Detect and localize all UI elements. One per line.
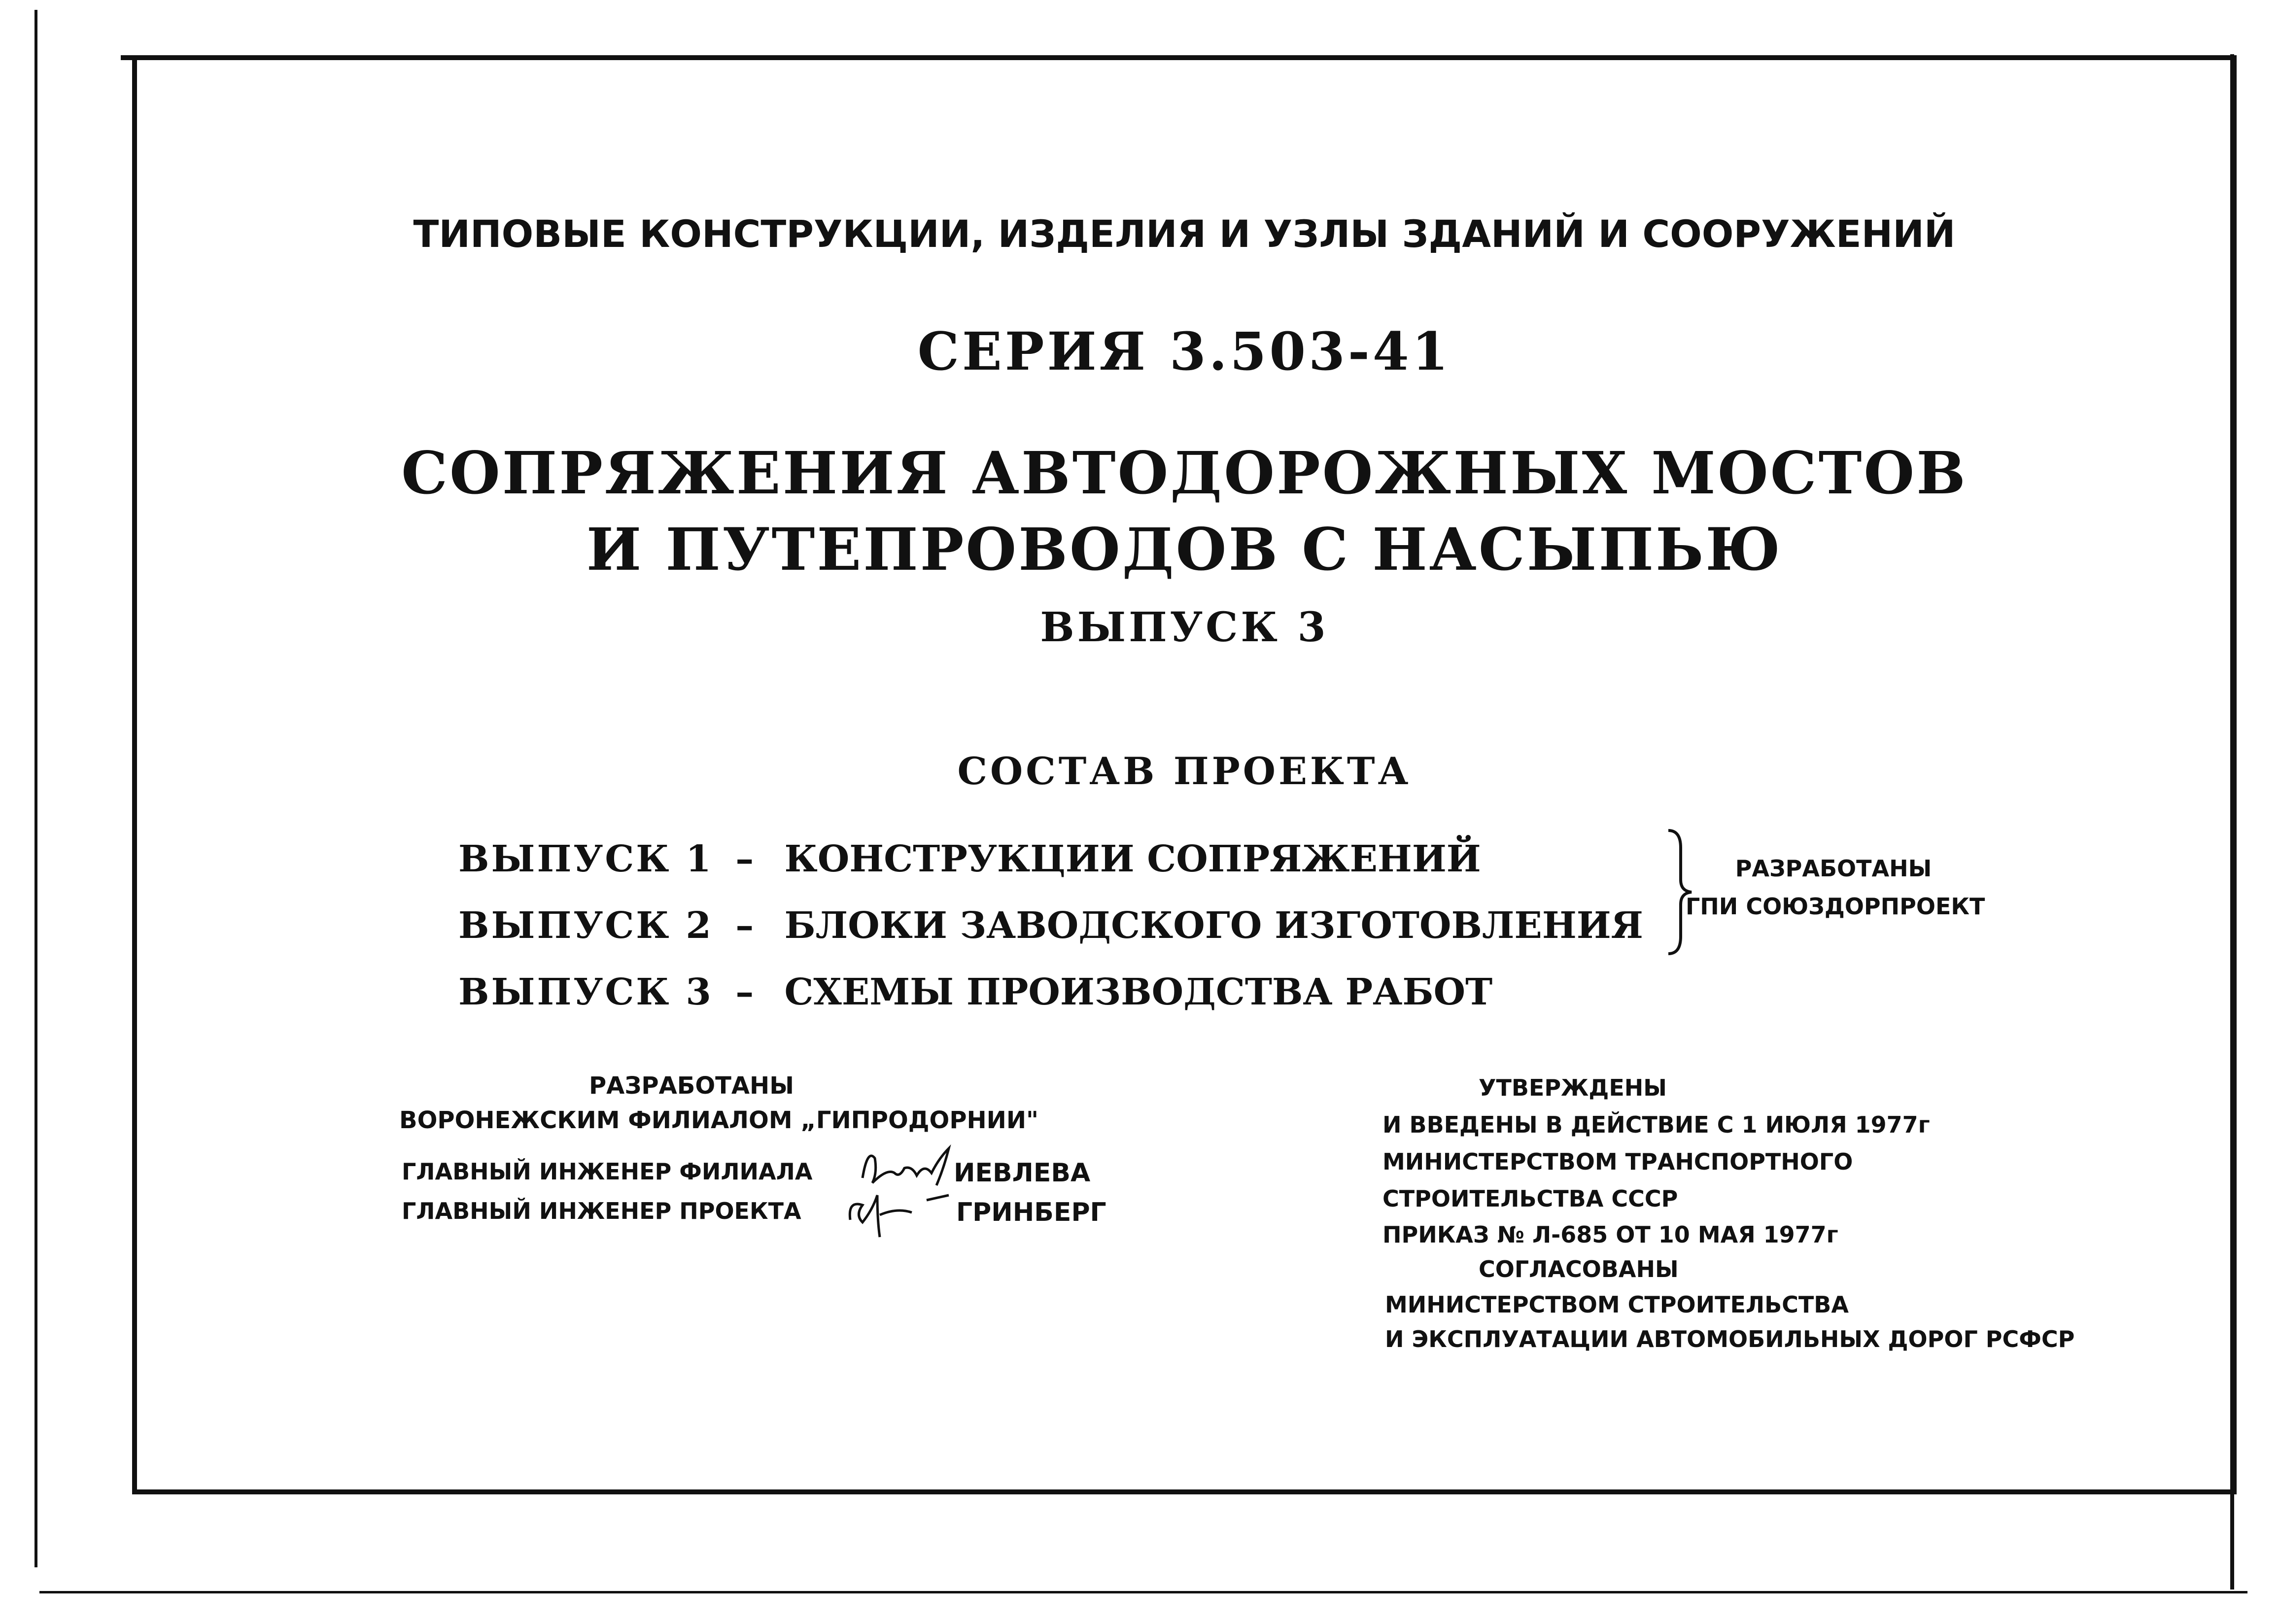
approval-line1: И ВВЕДЕНЫ В ДЕЙСТВИЕ С 1 ИЮЛЯ 1977г bbox=[1382, 1111, 1930, 1138]
left-scan-edge bbox=[35, 10, 37, 1567]
issue-1-text: КОНСТРУКЦИИ СОПРЯЖЕНИЙ bbox=[784, 838, 1481, 880]
project-engineer-role: ГЛАВНЫЙ ИНЖЕНЕР ПРОЕКТА bbox=[402, 1198, 801, 1224]
branch-engineer-name: ИЕВЛЕВА bbox=[954, 1158, 1091, 1188]
issue-3-text: СХЕМЫ ПРОИЗВОДСТВА РАБОТ bbox=[784, 971, 1493, 1013]
main-title-line2: И ПУТЕПРОВОДОВ С НАСЫПЬЮ bbox=[586, 515, 1783, 584]
bottom-scan-edge bbox=[39, 1591, 2247, 1593]
issue-3-label: ВЫПУСК 3 bbox=[458, 971, 713, 1013]
approval-line3: СТРОИТЕЛЬСТВА СССР bbox=[1382, 1185, 1678, 1212]
approval-heading: УТВЕРЖДЕНЫ bbox=[1479, 1074, 1667, 1101]
issue-number: ВЫПУСК 3 bbox=[1040, 604, 1329, 651]
issue-row-1 bbox=[458, 838, 1481, 880]
signature-grinberg-icon bbox=[843, 1180, 961, 1240]
developers-org: ВОРОНЕЖСКИМ ФИЛИАЛОМ „ГИПРОДОРНИИ" bbox=[399, 1106, 1039, 1134]
approval-line2: МИНИСТЕРСТВОМ ТРАНСПОРТНОГО bbox=[1382, 1148, 1853, 1175]
agreed-line1: МИНИСТЕРСТВОМ СТРОИТЕЛЬСТВА bbox=[1385, 1291, 1849, 1318]
project-engineer-name: ГРИНБЕРГ bbox=[956, 1198, 1106, 1227]
agreed-heading: СОГЛАСОВАНЫ bbox=[1479, 1256, 1679, 1282]
brace-icon bbox=[1666, 828, 1695, 956]
issue-2-label: ВЫПУСК 2 bbox=[458, 904, 713, 947]
approval-line4: ПРИКАЗ № Л-685 ОТ 10 МАЯ 1977г bbox=[1382, 1221, 1838, 1248]
series-title: СЕРИЯ 3.503-41 bbox=[917, 320, 1451, 382]
issue-2-dash: – bbox=[735, 904, 754, 947]
category-line: ТИПОВЫЕ КОНСТРУКЦИИ, ИЗДЕЛИЯ И УЗЛЫ ЗДАНИЙ И СООРУЖЕНИЙ bbox=[413, 212, 1956, 256]
developers-heading: РАЗРАБОТАНЫ bbox=[589, 1072, 794, 1100]
issue-row-2 bbox=[458, 904, 1643, 947]
issue-1-label: ВЫПУСК 1 bbox=[458, 838, 713, 880]
branch-engineer-role: ГЛАВНЫЙ ИНЖЕНЕР ФИЛИАЛА bbox=[402, 1158, 813, 1185]
issues-developed-org: ГПИ СОЮЗДОРПРОЕКТ bbox=[1686, 893, 1985, 920]
issue-row-3 bbox=[458, 971, 1492, 1013]
issues-developed-label: РАЗРАБОТАНЫ bbox=[1735, 855, 1932, 882]
main-title-line1: СОПРЯЖЕНИЯ АВТОДОРОЖНЫХ МОСТОВ bbox=[401, 439, 1968, 507]
issue-2-text: БЛОКИ ЗАВОДСКОГО ИЗГОТОВЛЕНИЯ bbox=[784, 904, 1643, 947]
issue-1-dash: – bbox=[735, 838, 754, 880]
project-composition-heading: СОСТАВ ПРОЕКТА bbox=[957, 749, 1412, 793]
agreed-line2: И ЭКСПЛУАТАЦИИ АВТОМОБИЛЬНЫХ ДОРОГ РСФСР bbox=[1385, 1326, 2075, 1352]
frame-top-tick-left bbox=[121, 55, 140, 60]
issue-3-dash: – bbox=[735, 971, 754, 1013]
